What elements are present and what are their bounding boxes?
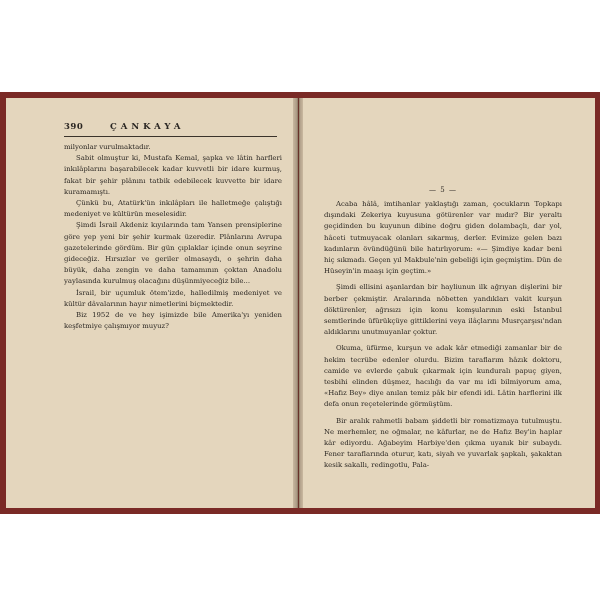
right-page — [299, 98, 595, 508]
paragraph: milyonlar vurulmaktadır. — [64, 143, 151, 151]
running-head — [64, 122, 277, 137]
paragraph: Biz 1952 de ve hey işimizde bile Amerika'yı yeniden keşfetmiye çalışmıyor muyuz? — [64, 311, 282, 331]
paragraph: Sabit olmuştur ki, Mustafa Kemal, şapka ve lâtin harfleri inkılâplarını başarabilecek kadar kuvvetli bir idare kurmuş, fakat bir şehir plânını tatbik edebilecek kuvvette bir idare kuramamıştı. — [64, 154, 282, 196]
page-number: 390 — [64, 122, 84, 132]
paragraph: Okuma, üfürme, kurşun ve adak kâr etmediği zamanlar bir de hekim tecrübe edenler olurdu. Bizim taraflarım hâzık doktoru, camide ve evlerde çabuk çıkarmak için kunduralı papuç giyen, tesbihi elinden düşmez, hacılığı da var mı idi bilmiyorum ama, «Hafız Bey» diye anılan temiz pâk bir efendi idi. Lâtin harflerini ilk defa onun reçetelerinde görmüştüm. — [324, 344, 562, 409]
left-page — [6, 98, 298, 508]
paragraph: Çünkü bu, Atatürk'ün inkılâpları ile halletmeğe çalıştığı medeniyet ve kültürün meselesidir. — [64, 199, 282, 219]
paragraph: Acaba hâlâ, imtihanlar yaklaştığı zaman, çocukların Topkapı dışındaki Zekeriya kuyusuna götürenler var mıdır? Bir yeraltı geçidinden bu kuyunun dibine doğru giden dolambaçlı, dar yol, hâceti tutmuyacak olanları sıkarmış, derler. Evimize gelen bazı kadınların övündüğünü bile hatırlıyorum: «— Şimdiye kadar beni hiç sıkmadı. Geçen yıl Makbule'nin gebeliği için geçmiştim. Dün de Hüseyin'in maaşı için geçtim.» — [324, 200, 562, 276]
running-title: ÇANKAYA — [110, 122, 185, 132]
paragraph: Şimdi ellisini aşanlardan bir hayliunun ilk ağrıyan dişlerini bir berber çekmiştir. Aralarında nöbetten yandıkları vakit kurşun döktürenler, ağrısızı için konu komşularının eski İstanbul semtlerinde üfürükçüye gittiklerini veya ilâçlarını Musrçarşısı'ndan aldıklarını unutmuyanlar çoktur. — [324, 283, 562, 337]
book-spine — [293, 98, 303, 508]
right-page-text — [324, 199, 562, 472]
open-book — [0, 92, 600, 514]
paragraph: Şimdi İsrail Akdeniz kıyılarında tam Yansen prensiplerine göre yep yeni bir şehir kurmak üzeredir. Plânlarını Avrupa gazetelerinde gördüm. Bir gün çıplaklar içinde onun seyrine gideceğiz. Hırsızlar ve geriler olmasaydı, o şehrin daha büyük, daha zengin ve daha tamamının çoktan Anadolu yaylasında kurulmuş olacağını düşünmiyeceğiz bile... — [64, 221, 282, 286]
paragraph: İsrail, bir uçumluk ötem'izde, halledilmiş medeniyet ve kültür dâvalarının hayır nimetlerini biçmektedir. — [64, 288, 282, 308]
paragraph: Bir aralık rahmetli babam şiddetli bir romatizmaya tutulmuştu. Ne merhemler, ne oğmalar, ne kâfurlar, ne de Hafız Bey'in haplar kâr ediyordu. Ağabeyim Harbiye'den çıkma uyanık bir subaydı. Fener taraflarında oturur, katı, siyah ve yuvarlak şapkalı, şakaktan kesik sakallı, redingotlu, Pala- — [324, 416, 562, 470]
left-page-text — [64, 142, 282, 332]
chapter-marker: — 5 — — [429, 186, 457, 194]
